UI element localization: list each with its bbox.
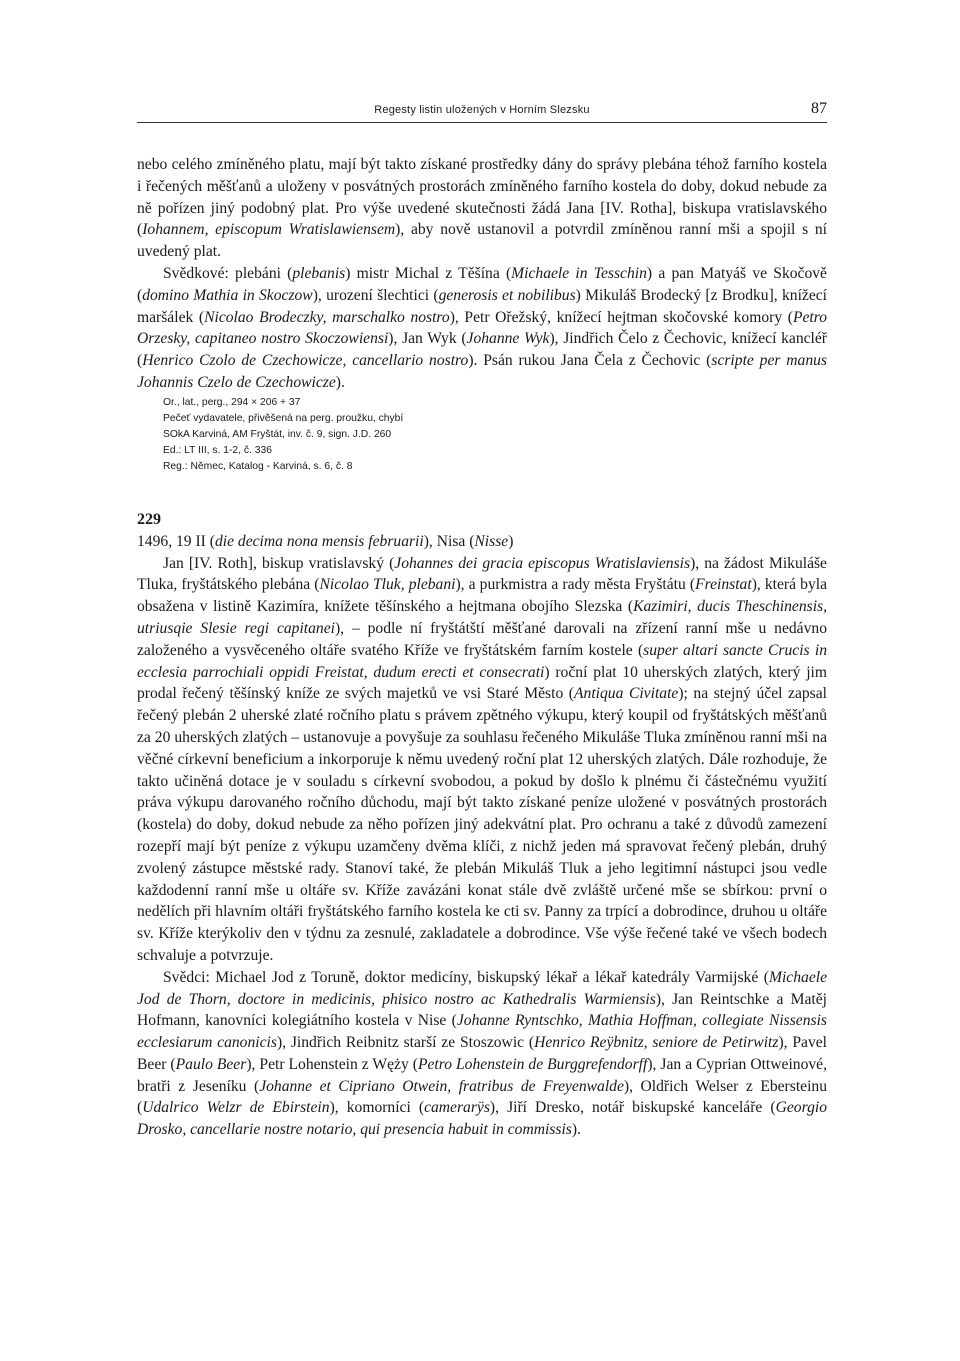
text-run: ), – podle ní fryštátští měšťané darovali na zřízení ranní mše u nedávno založeného a vysvěceného oltáře svatého Kříže ve fryštátském farním kostele ( [137,619,827,659]
latin-quote: plebanis [292,264,346,282]
text-run: ), Oldřich Welser z Ebersteinu ( [137,1077,828,1117]
latin-quote: domino Mathia in Skoczow [142,286,313,304]
latin-quote: Petro Orzesky, capitaneo nostro Skoczowiensi [137,308,828,348]
text-run: ). Psán rukou Jana Čela z Čechovic ( [468,352,712,370]
text-run: Jan [IV. Roth], biskup vratislavský ( [163,554,395,572]
latin-quote: Johanne et Cipriano Otwein, fratribus de Freyenwalde [259,1077,624,1095]
meta-line: Or., lat., perg., 294 × 206 + 37 [163,396,301,408]
latin-quote: Johanne Ryntschko, Mathia Hoffman, collegiate Nissensis ecclesiarum canonicis [137,1012,827,1052]
latin-quote: scripte per manus Johannis Czelo de Czechowicze [137,352,827,391]
entry-date-line [137,531,827,553]
text-run: ); na stejný účel zapsal řečený plebán 2 uherské zlaté ročního platu s právem zpětného výkupu, který koupil od fryštátských měšťanů za 20 uherských zlatých – ustanovuje a povyšuje za souhlasu řečeného Mikuláše Tluka zmíněnou ranní mši na věčné církevní beneficium a inkorporuje k němu uvedený roční plat 12 uherských zlatých. Dále rozhoduje, že takto učiněná dotace je v souladu s církevní svobodou, a pokud by došlo k plnému či částečnému využití práva výkupu darovaného ročního důchodu, mají být takto získané peníze uložené v posvátných prostorách (kostela) do doby, dokud nebude za něho pořízen jiný adekvátní plat. Pro ochranu a také z důvodů zamezení rozepří mají být peníze z výkupu uzamčeny dvěma klíči, z nichž jeden má spravovat řečený plebán, druhý zvolený zástupce městské rady. Stanoví také, že plebán Mikuláš Tluk a jeho legitimní nástupci jsou vedle každodenní ranní mše u oltáře sv. Kříže zavázáni konat stále dvě zvláště určené mše se sbírkou: první o nedělích při hlavním oltáři fryštátského farního kostela ke cti sv. Panny za trpící a dobrodince, druhou u oltáře sv. Kříže kterýkoliv den v týdnu za zesnulé, zakladatele a dobrodince. Vše výše řečené také ve všech bodech schvaluje a potvrzuje. [137,685,827,964]
text-run: ), Jan Reintschke a Matěj Hofmann, kanovníci kolegiátního kostela v Nise ( [137,990,827,1030]
text-run: Svědkové: plebáni ( [163,264,293,282]
text-run: nebo celého zmíněného platu, mají být takto získané prostředky dány do správy plebána téhož farního kostela i řečených měšťanů a uloženy v posvátných prostorách zmíněného farního kostela do doby, dokud nebude za ně pořízen jiný podobný plat. Pro výše uvedené skutečnosti žádá Jana [IV. Rotha], biskupa vratislavského ( [137,156,827,239]
latin-quote: Johannes dei gracia episcopus Wratislaviensis [394,554,691,572]
text-run: ), na žádost Mikuláše Tluka, fryštátského plebána ( [137,554,827,594]
entry-witnesses [137,967,827,1141]
text-run: 1496, 19 II ( [137,532,215,550]
text-run: ), Jindřich Reibnitz starší ze Stoszowic ( [276,1034,535,1052]
text-run: ). [335,373,345,391]
latin-quote: Udalrico Welzr de Ebirstein [142,1099,330,1117]
text-run: ), komorníci ( [329,1099,425,1117]
latin-quote: Johanne Wyk [466,330,550,348]
prev-entry-witnesses [137,263,827,394]
text-run: ), Nisa ( [423,532,475,550]
text-run: ), Pavel Beer ( [137,1034,827,1073]
page-header [137,100,827,123]
latin-quote: Petro Lohenstein de Burggrefendorff [417,1055,648,1073]
latin-quote: Iohannem, episcopum Wratislawiensem [142,221,396,239]
latin-quote: Kazimiri, ducis Theschinensis, utriusqie Slesie regi capitanei [137,598,827,637]
text-run: ), a purkmistra a rady města Fryštátu ( [455,576,696,594]
text-run: ), Jindřich Čelo z Čechovic, knížecí kancléř ( [137,330,827,370]
meta-line: SOkA Karviná, AM Fryštát, inv. č. 9, sign. J.D. 260 [163,428,392,440]
latin-quote: Nicolao Brodeczky, marschalko nostro [204,308,450,326]
text-run: ), Jan a Cyprian Ottweinové, bratři z Jeseníku ( [137,1055,827,1095]
text-run: ) [508,532,514,550]
latin-quote: Nisse [474,532,509,550]
text-run: ). [571,1121,581,1139]
running-title: Regesty listin uložených v Horním Slezsku [374,104,590,116]
latin-quote: Nicolao Tluk, plebani [319,576,456,594]
text-run: ), Petr Lohenstein z Wężу ( [246,1055,418,1073]
text-run: ) mistr Michal z Těšína ( [345,264,512,282]
prev-entry-meta [137,395,827,475]
entry-number: 229 [137,510,161,528]
text-run: ), urození šlechtici ( [312,286,439,304]
latin-quote: super altari sancte Crucis in ecclesia parrochiali oppidi Freistat, dudum erecti et consecrati [137,641,827,681]
text-run: ), která byla obsažena v listině Kazimíra, knížete těšínského a hejtmana obojího Slezska ( [137,576,827,616]
meta-line: Reg.: Němec, Katalog - Karviná, s. 6, č. 8 [163,460,353,472]
text-run: ) a pan Matyáš ve Skočově ( [137,264,827,304]
text-run: ), Jiří Dresko, notář biskupské kanceláře ( [489,1099,776,1117]
text-run: ) roční plat 10 uherských zlatých, který jim prodal řečený těšínský kníže ze svých majetků ve vsi Staré Město ( [137,663,827,703]
meta-line: Ed.: LT III, s. 1-2, č. 336 [163,444,272,456]
latin-quote: Paulo Beer [175,1055,247,1073]
text-run: ) Mikuláš Brodecký [z Brodku], knížecí maršálek ( [137,286,827,326]
latin-quote: generosis et nobilibus [438,286,576,304]
prev-entry-paragraph [137,154,827,263]
latin-quote: Henrico Reÿbnitz, seniore de Petirwitz [534,1034,779,1052]
page-body [137,154,827,1141]
text-run: ), Petr Ořežský, knížecí hejtman skočovské komory ( [449,308,793,326]
text-run: ), aby nově ustanovil a potvrdil zmíněnou ranní mši a spojil s ní uvedený plat. [137,221,828,261]
latin-quote: Antiqua Civitate [574,685,679,703]
latin-quote: Freinstat [695,576,752,594]
latin-quote: die decima nona mensis februarii [214,532,424,550]
latin-quote: camerarÿs [424,1099,490,1117]
page-number: 87 [811,100,827,117]
entry-paragraph [137,553,827,967]
text-run: Svědci: Michael Jod z Toruně, doktor medicíny, biskupský lékař a lékař katedrály Varmijské ( [163,968,769,986]
latin-quote: Michaele in Tesschin [511,264,647,282]
text-run: ), Jan Wyk ( [388,330,467,348]
latin-quote: Michaele Jod de Thorn, doctore in medicinis, phisico nostro ac Kathedralis Warmiensis [137,968,827,1008]
meta-line: Pečeť vydavatele, přivěšená na perg. proužku, chybí [163,412,404,424]
latin-quote: Henrico Czolo de Czechowicze, cancellario nostro [142,352,469,370]
latin-quote: Georgio Drosko, cancellarie nostre notario, qui presencia habuit in commissis [137,1099,827,1139]
